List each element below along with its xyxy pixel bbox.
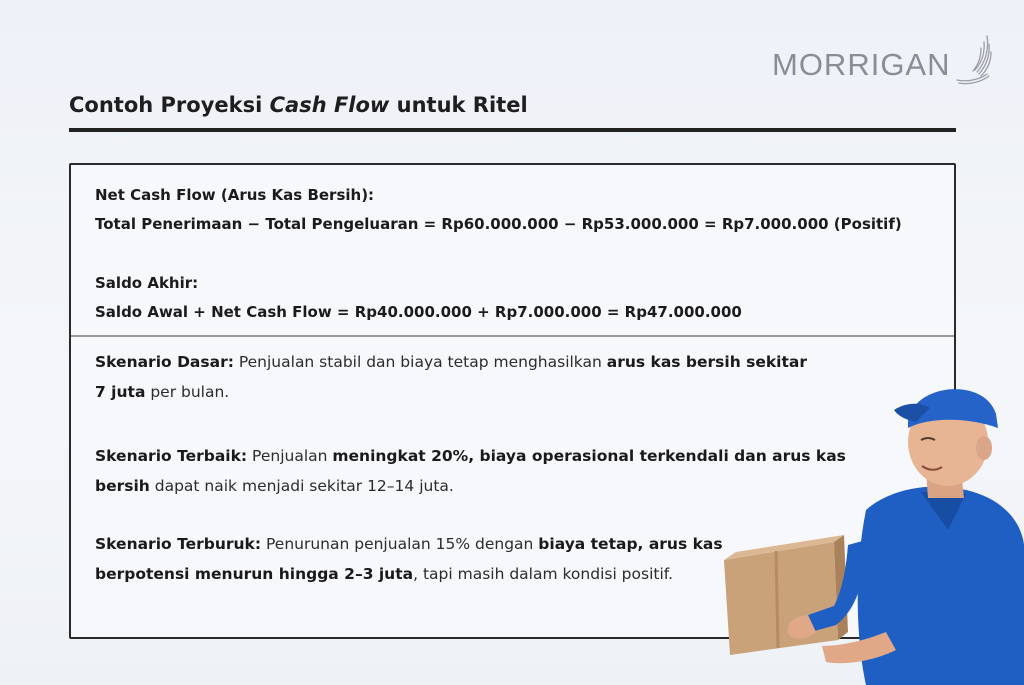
page-title (69, 93, 528, 117)
scenario-text: , tapi masih dalam kondisi positif. (413, 565, 674, 583)
section-divider (71, 335, 954, 337)
formula-section (95, 181, 902, 327)
delivery-person-illustration (716, 370, 1024, 685)
scenario-label: Skenario Terbaik: (95, 447, 248, 465)
title-prefix: Contoh Proyeksi (69, 93, 270, 117)
saldo-akhir-formula: Saldo Awal + Net Cash Flow = Rp40.000.000 + Rp7.000.000 = Rp47.000.000 (95, 303, 742, 321)
scenario-text: Penjualan (247, 447, 333, 465)
scenario-base (95, 347, 815, 407)
net-cash-flow-formula: Total Penerimaan − Total Pengeluaran = Rp60.000.000 − Rp53.000.000 = Rp7.000.000 (Positif) (95, 215, 902, 233)
feather-swoosh-icon (953, 34, 993, 86)
title-emphasis: Cash Flow (269, 93, 390, 117)
scenario-highlight: arus kas bersih sekitar 7 juta (95, 353, 808, 401)
scenario-text: dapat naik menjadi sekitar 12–14 juta. (149, 477, 454, 495)
scenario-label: Skenario Terburuk: (95, 535, 262, 553)
scenario-label: Skenario Dasar: (95, 353, 234, 371)
scenario-highlight: meningkat 20%, biaya operasional terkendali dan arus kas bersih (95, 447, 846, 495)
morrigan-logo (772, 44, 993, 86)
saldo-akhir-heading: Saldo Akhir: (95, 274, 199, 292)
spacer (95, 239, 902, 269)
scenario-text: per bulan. (145, 383, 230, 401)
logo-text: MORRIGAN (772, 47, 951, 82)
net-cash-flow-heading: Net Cash Flow (Arus Kas Bersih): (95, 186, 375, 204)
package-box (724, 542, 838, 655)
scenario-text: Penjualan stabil dan biaya tetap menghasilkan (233, 353, 607, 371)
title-suffix: untuk Ritel (389, 93, 528, 117)
scenario-highlight: biaya tetap, arus kas berpotensi menurun hingga 2–3 juta (95, 535, 723, 583)
title-underline (69, 128, 956, 132)
scenario-worst (95, 529, 735, 589)
scenario-text: Penurunan penjualan 15% dengan (261, 535, 539, 553)
